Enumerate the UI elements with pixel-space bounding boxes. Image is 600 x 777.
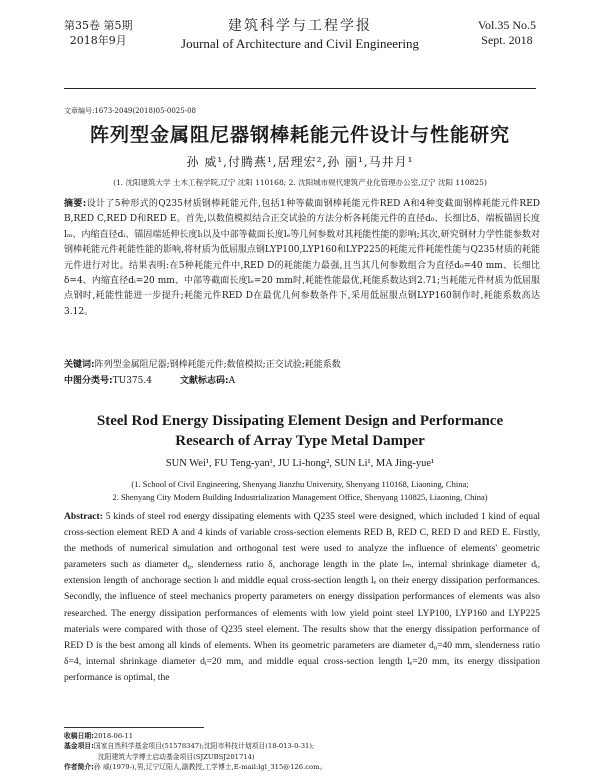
title-en-line-2: Research of Array Type Metal Damper [175,433,425,449]
fund-line-2: 沈阳建筑大学博士启动基金项目(SJZUBSJ201714) [98,752,255,761]
header-issue-en [478,18,536,48]
doc-code-label: 文献标志码: [179,376,229,386]
footnote-divider [64,727,204,728]
abstract-en [64,509,540,686]
fund-value-1: 国家自然科学基金项目(51578347);沈阳市科技计划项目(18-013-0-31); [93,742,315,751]
received-label: 收稿日期: [64,732,94,740]
affiliations-cn: (1. 沈阳建筑大学 土木工程学院,辽宁 沈阳 110168; 2. 沈阳城市规代建筑产业化管理办公室,辽宁 沈阳 110825) [113,178,487,187]
clc-label: 中图分类号: [64,376,113,386]
fund-line-1 [64,741,540,751]
abstract-en-text: 5 kinds of steel rod energy dissipating elements with Q235 steel were designed, which included 1 kind of equal cross-section element RED A and 4 kinds of variable cross-section elements RED B, RED C, RED D and RED E. Firstly, the methods of numerical simulation and orthogonal test were used to analyze the influence of elements' geometric parameters such as diameter d₀, slenderness ratio δ, anchorage length in the plate lₘ, internal shrinkage diameter dᵢ, extension length of anchorage section lₗ and middle equal cross-section length lₑ on their energy dissipation performances. Secondly, the influence of steel mechanics property parameters on energy dissipation performances of elements was also researched. The energy dissipation performances of elements with low yield point steel LYP100, LYP160 and LYP225 materials were compared with those of Q235 steel element. The results show that the energy dissipation performance of RED D is the best among all kinds of elements. When its geometric parameters are diameter d₀=40 mm, slenderness ratio δ=4, internal shrinkage diameter dᵢ=20 mm, and middle equal cross-section length lₑ=20 mm, its energy dissipation performance is optimal, the [64,511,540,683]
author-bio [64,762,540,772]
authors-cn: 孙 威¹,付腾燕¹,居理宏²,孙 丽¹,马井月¹ [186,155,414,169]
header-divider [64,88,536,89]
abstract-cn [64,197,540,320]
title-en [0,411,600,451]
affiliation-en-2: 2. Shenyang City Modern Building Industrialization Management Office, Shenyang 110825, Liaoning, China) [112,492,488,502]
article-number: 文章编号:1673-2049(2018)05-0025-08 [64,107,196,115]
running-header [0,16,600,60]
abstract-cn-text: 设计了5种形式的Q235材质钢棒耗能元件,包括1种等截面钢棒耗能元件RED A和4种变截面钢棒耗能元件RED B,RED C,RED D和RED E。首先,以数值模拟结合正交试验的方法分析各耗能元件的直径d₀、长细比δ、端板锚固长度lₘ、内缩直径dᵢ、锚固端延伸长度lₗ以及中部等截面长度lₑ等几何参数对其耗能性能的影响;其次,研究钢材力学性能参数对钢棒耗能元件耗能性能的影响,将材质为低屈服点钢LYP100,LYP160和LYP225的耗能元件耗能性能与Q235材质的耗能元件进行对比。结果表明:在5种耗能元件中,RED D的耗能能力最强,且当其几何参数组合为直径d₀=40 mm、长细比δ=4、内缩直径dᵢ=20 mm、中部等截面长度lₑ=20 mm时,耗能性能最优,耗能系数达到2.71;当耗能元件材质为低屈服点钢时,耗能性能进一步提升;耗能元件RED D在最优几何参数条件下,采用低屈服点钢LYP160制作时,耗能系数高达3.12。 [64,199,541,317]
journal-name-en: Journal of Architecture and Civil Engineering [181,36,419,51]
title-en-line-1: Steel Rod Energy Dissipating Element Design and Performance [96,413,504,429]
author-bio-value: 孙 威(1979-),男,辽宁辽阳人,副教授,工学博士,E-mail:lgl_315@126.com。 [93,763,327,772]
keywords-cn-text: 阵列型金属阻尼器;钢棒耗能元件;数值模拟;正交试验;耗能系数 [94,360,341,370]
title-cn: 阵列型金属阻尼器钢棒耗能元件设计与性能研究 [89,124,510,146]
abstract-cn-label: 摘要: [64,199,87,209]
received-value: 2018-06-11 [93,732,134,740]
affiliation-en-1: (1. School of Civil Engineering, Shenyang Jianzhu University, Shenyang 110168, Liaoning, China; [131,479,469,489]
date-cn: 2018年9月 [69,34,127,47]
doc-code-value: A [228,376,236,386]
keywords-cn-label: 关键词: [64,360,95,370]
journal-name-cn: 建筑科学与工程学报 [228,18,372,34]
abstract-en-label: Abstract: [64,511,103,522]
clc-value: TU375.4 [112,376,152,386]
authors-en: SUN Wei¹, FU Teng-yan¹, JU Li-hong², SUN Li¹, MA Jing-yue¹ [165,458,435,469]
volume-cn: 第35卷 第5期 [64,19,133,32]
keywords-cn [64,358,540,372]
affiliations-en [0,478,600,504]
author-bio-label: 作者简介: [64,763,94,772]
classification-line [64,374,540,388]
date-en: Sept. 2018 [481,33,533,47]
footnote [64,731,540,773]
volume-en: Vol.35 No.5 [477,18,536,32]
fund-label: 基金项目: [64,742,94,751]
received-date [64,731,540,741]
